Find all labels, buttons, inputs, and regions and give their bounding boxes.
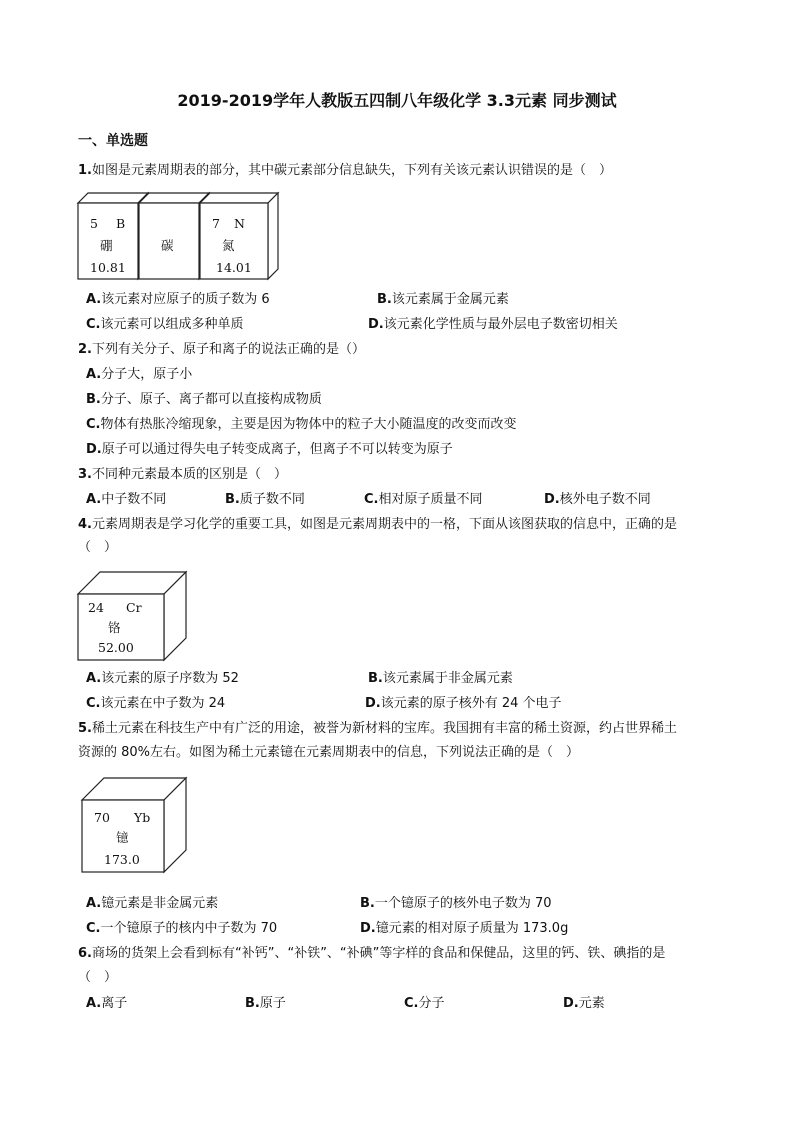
element-card-ytterbium xyxy=(80,776,190,878)
periodic-table-figure xyxy=(76,191,281,281)
question-6 xyxy=(78,942,665,965)
element-number: 70 xyxy=(94,810,110,825)
question-5-continuation: 资源的 80%左右。如图为稀土元素镱在元素周期表中的信息，下列说法正确的是（ ） xyxy=(78,745,580,760)
question-text: 不同种元素最本质的区别是（ ） xyxy=(91,467,287,482)
question-3 xyxy=(78,463,287,486)
question-number: 6. xyxy=(78,946,92,961)
element-card-figure xyxy=(80,776,190,874)
option-d[interactable]: D.镱元素的相对原子质量为 173.0g xyxy=(360,921,569,936)
option-d[interactable]: D.原子可以通过得失电子转变成离子，但离子不可以转变为原子 xyxy=(86,442,453,457)
option-a[interactable]: A.中子数不同 xyxy=(86,492,167,507)
option-b[interactable]: B.该元素属于非金属元素 xyxy=(368,671,513,686)
option-b[interactable]: B.一个镱原子的核外电子数为 70 xyxy=(360,896,552,911)
question-text: 商场的货架上会看到标有“补钙”、“补铁”、“补碘”等字样的食品和保健品，这里的钙、铁、碘指的是 xyxy=(91,946,666,961)
option-a[interactable]: A.分子大，原子小 xyxy=(86,367,193,382)
element-symbol: B xyxy=(116,216,126,231)
element-name: 氮 xyxy=(222,238,235,253)
element-symbol: Cr xyxy=(126,600,142,615)
option-d[interactable]: D.该元素的原子核外有 24 个电子 xyxy=(365,696,562,711)
option-c[interactable]: C.一个镱原子的核内中子数为 70 xyxy=(86,921,278,936)
element-number: 7 xyxy=(212,216,220,231)
option-c[interactable]: C.物体有热胀冷缩现象，主要是因为物体中的粒子大小随温度的改变而改变 xyxy=(86,417,517,432)
element-mass: 52.00 xyxy=(98,640,134,655)
question-number: 1. xyxy=(78,163,92,178)
question-number: 2. xyxy=(78,342,92,357)
option-d[interactable]: D.核外电子数不同 xyxy=(544,492,651,507)
option-c[interactable]: C.相对原子质量不同 xyxy=(364,492,483,507)
question-6-continuation: （ ） xyxy=(78,970,118,985)
element-mass: 173.0 xyxy=(104,852,140,867)
question-text: 稀土元素在科技生产中有广泛的用途，被誉为新材料的宝库。我国拥有丰富的稀土资源，约占世界稀土 xyxy=(91,721,677,736)
element-card-figure xyxy=(76,570,188,662)
element-symbol: N xyxy=(234,216,245,231)
question-4-continuation: （ ） xyxy=(78,540,118,555)
page-title: 2019-2019学年人教版五四制八年级化学 3.3元素 同步测试 xyxy=(177,91,617,110)
question-4 xyxy=(78,513,677,536)
element-number: 5 xyxy=(90,216,98,231)
element-symbol: Yb xyxy=(134,810,151,825)
question-5 xyxy=(78,717,677,740)
option-a[interactable]: A.该元素对应原子的质子数为 6 xyxy=(86,292,270,307)
option-d[interactable]: D.该元素化学性质与最外层电子数密切相关 xyxy=(368,317,618,332)
periodic-table-fragment xyxy=(76,191,281,285)
element-card-boron xyxy=(78,193,148,279)
element-name: 碳 xyxy=(161,238,174,253)
element-card-chromium xyxy=(76,570,188,666)
option-b[interactable]: B.该元素属于金属元素 xyxy=(377,292,509,307)
option-c[interactable]: C.分子 xyxy=(404,996,445,1011)
option-a[interactable]: A.该元素的原子序数为 52 xyxy=(86,671,239,686)
option-a[interactable]: A.镱元素是非金属元素 xyxy=(86,896,219,911)
element-card-carbon xyxy=(139,193,209,279)
section-heading: 一、单选题 xyxy=(78,133,148,149)
question-1 xyxy=(78,159,612,182)
option-b[interactable]: B.质子数不同 xyxy=(225,492,305,507)
question-number: 4. xyxy=(78,517,92,532)
question-text: 元素周期表是学习化学的重要工具，如图是元素周期表中的一格，下面从该图获取的信息中，正确的是 xyxy=(91,517,677,532)
option-b[interactable]: B.分子、原子、离子都可以直接构成物质 xyxy=(86,392,322,407)
option-d[interactable]: D.元素 xyxy=(563,996,605,1011)
option-c[interactable]: C.该元素在中子数为 24 xyxy=(86,696,226,711)
option-c[interactable]: C.该元素可以组成多种单质 xyxy=(86,317,244,332)
element-mass: 10.81 xyxy=(90,260,126,275)
element-number: 24 xyxy=(88,600,104,615)
element-name: 镱 xyxy=(116,830,129,845)
question-text: 下列有关分子、原子和离子的说法正确的是（） xyxy=(91,342,365,357)
question-number: 3. xyxy=(78,467,92,482)
question-text: 如图是元素周期表的部分，其中碳元素部分信息缺失，下列有关该元素认识错误的是（ ） xyxy=(91,163,612,178)
element-mass: 14.01 xyxy=(216,260,252,275)
option-b[interactable]: B.原子 xyxy=(245,996,286,1011)
element-name: 铬 xyxy=(108,620,121,635)
element-card-nitrogen xyxy=(200,193,278,279)
option-a[interactable]: A.离子 xyxy=(86,996,128,1011)
question-2 xyxy=(78,338,365,361)
element-name: 硼 xyxy=(100,238,113,253)
question-number: 5. xyxy=(78,721,92,736)
